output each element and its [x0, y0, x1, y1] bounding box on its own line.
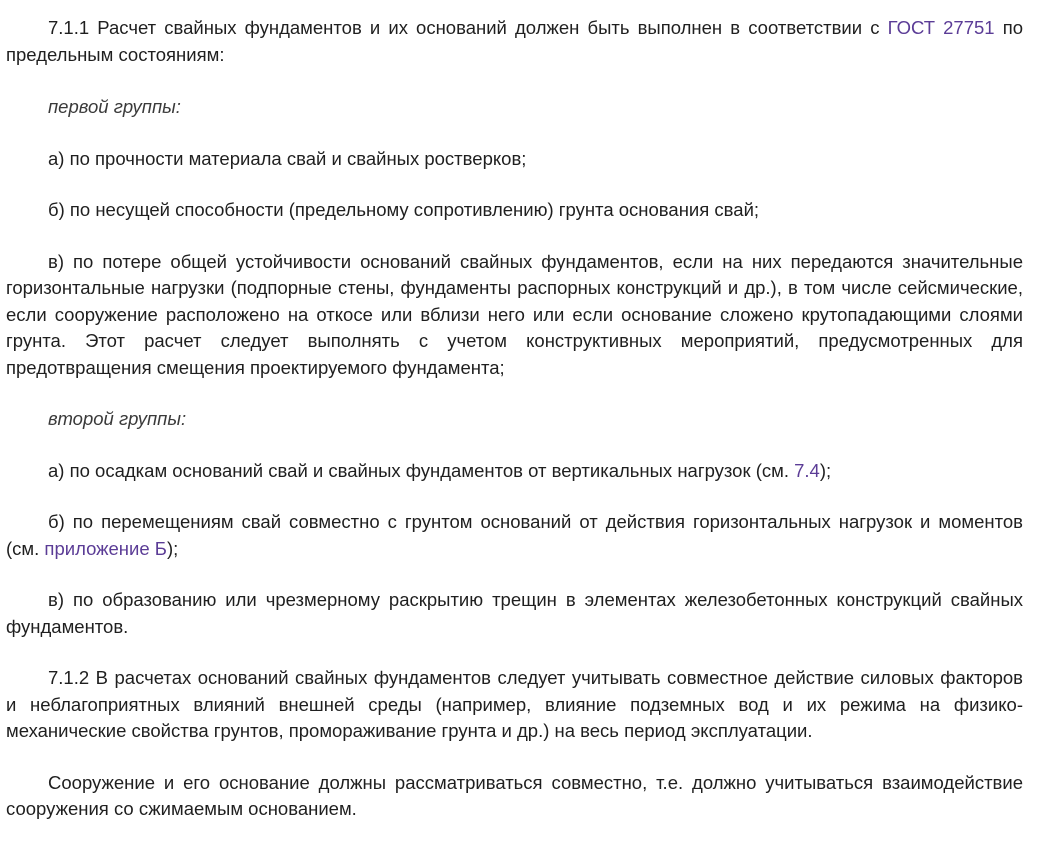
appendix-b-link[interactable]: приложение Б	[44, 537, 167, 559]
item-text-end: );	[166, 537, 179, 559]
second-group-item-b	[6, 509, 1023, 562]
clause-7-1-2	[6, 665, 1023, 745]
second-group-item-a	[6, 458, 1023, 485]
clause-text: В расчетах оснований свайных фундаментов следует учитывать совместное действие силовых факторов и неблагоприятных влияний внешней среды (например, влияние подземных вод и их режима на физико-механические свойства грунтов, промораживание грунта и др.) на весь период эксплуатации.	[6, 667, 1023, 741]
first-group-heading: первой группы:	[48, 96, 181, 117]
item-text: б) по перемещениям свай совместно с грунтом оснований от действия горизонтальных нагрузок и моментов (см.	[6, 511, 1023, 559]
first-group-item-v: в) по потере общей устойчивости оснований свайных фундаментов, если на них передаются значительные горизонтальные нагрузки (подпорные стены, фундаменты распорных конструкций и др.), в том числе сейсмические, если сооружение расположено на откосе или вблизи него или если основание сложено крутопадающими слоями грунта. Этот расчет следует выполнять с учетом конструктивных мероприятий, предусмотренных для предотвращения смещения проектируемого фундамента;	[6, 250, 1023, 378]
clause-text: Расчет свайных фундаментов и их оснований должен быть выполнен в соответствии с	[89, 17, 888, 38]
closing-paragraph: Сооружение и его основание должны рассматриваться совместно, т.е. должно учитываться взаимодействие сооружения со сжимаемым основанием.	[6, 771, 1023, 819]
gost-27751-link[interactable]: ГОСТ 27751	[887, 17, 995, 38]
clause-number: 7.1.2	[48, 667, 90, 688]
first-group-item-a: а) по прочности материала свай и свайных ростверков;	[48, 147, 527, 169]
item-text-end: );	[819, 459, 832, 481]
item-text: а) по осадкам оснований свай и свайных фундаментов от вертикальных нагрузок (см.	[48, 459, 795, 481]
section-7-4-link[interactable]: 7.4	[794, 459, 820, 481]
second-group-item-v: в) по образованию или чрезмерному раскрытию трещин в элементах железобетонных конструкций свайных фундаментов.	[6, 589, 1023, 637]
clause-number: 7.1.1	[48, 17, 90, 38]
first-group-item-b: б) по несущей способности (предельному сопротивлению) грунта основания свай;	[48, 199, 760, 220]
clause-7-1-1	[6, 15, 1023, 68]
clause-text-end: по предельным состояниям:	[6, 17, 1024, 65]
second-group-heading: второй группы:	[48, 408, 187, 429]
